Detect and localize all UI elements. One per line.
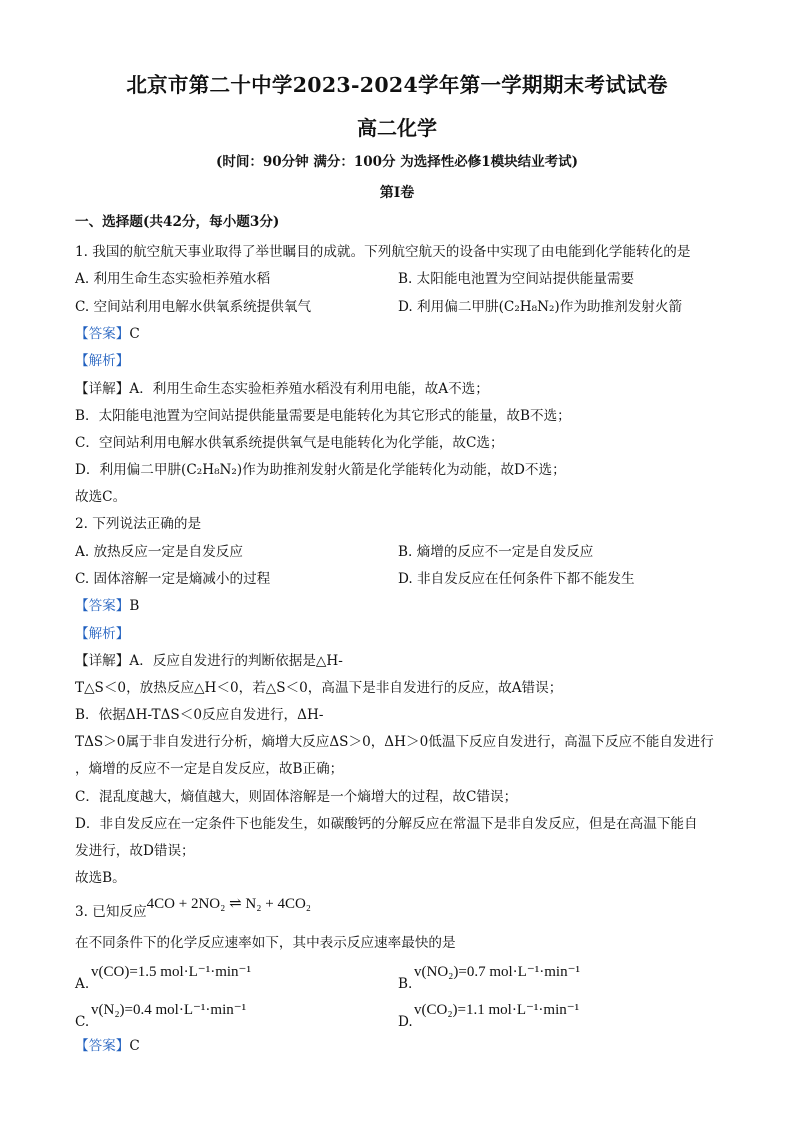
q1-option-a: A. 利用生命生态实验柜养殖水稻 xyxy=(75,271,271,287)
answer-value: C xyxy=(129,1038,140,1054)
exam-info: (时间：90分钟 满分：100分 为选择性必修1模块结业考试) xyxy=(215,154,579,170)
q2-detail-8: 发进行，故D错误； xyxy=(75,843,195,859)
detail-tag: 【详解】 xyxy=(75,653,130,669)
answer-tag: 【答案】 xyxy=(75,1038,130,1054)
q2-option-b: B. 熵增的反应不一定是自发反应 xyxy=(398,544,594,560)
answer-tag: 【答案】 xyxy=(75,326,130,342)
q1-detail-4: D．利用偏二甲肼(C₂H₈N₂)作为助推剂发射火箭是化学能转化为动能，故D不选； xyxy=(75,462,566,478)
volume-label: 第I卷 xyxy=(379,185,415,201)
q2-answer xyxy=(75,597,139,615)
answer-tag: 【答案】 xyxy=(75,598,130,614)
q3-answer xyxy=(75,1037,140,1055)
answer-value: C xyxy=(129,326,140,342)
q2-detail-2: T△S＜0，放热反应△H＜0，若△S＜0，高温下是非自发进行的反应，故A错误； xyxy=(75,680,563,696)
exam-page: 北京市第二十中学2023-2024学年第一学期期末考试试卷 高二化学 (时间：90分钟 满分：100分 为选择性必修1模块结业考试) 第I卷 一、选择题(共42分，每小题3分) 1. 我国的航空航天事业取得了举世瞩目的成就。下列航空航天的设备中实现了由电能到化学能转化的是 A. 利用生命生态实验柜养殖水稻 B. 太阳能电池置为空间站提供能量需要 C. 空间站利用电解水供氧系统提供氧气 D. 利用偏二甲肼(C₂H₈N₂)作为助推剂发射火箭 【答案】C 【解析】 【详解】A．利用生命生态实验柜养殖水稻没有利用电能，故A不选； B．太阳能电池置为空间站提供能量需要是电能转化为其它形式的能量，故B不选； C．空间站利用电解水供氧系统提供氧气是电能转化为化学能，故C选； D．利用偏二甲肼(C₂H₈N₂)作为助推剂发射火箭是化学能转化为动能，故D不选； 故选C。 2. 下列说法正确的是 A. 放热反应一定是自发反应 B. 熵增的反应不一定是自发反应 C. 固体溶解一定是熵减小的过程 D. 非自发反应在任何条件下都不能发生 【答案】B 【解析】 【详解】A．反应自发进行的判断依据是△H- T△S＜0，放热反应△H＜0，若△S＜0，高温下是非自发进行的反应，故A错误； B．依据ΔH-TΔS＜0反应自发进行，ΔH- TΔS＞0属于非自发进行分析，熵增大反应ΔS＞0，ΔH＞0低温下反应自发进行，高温下反应不能自发进行 ，熵增的反应不一定是自发反应，故B正确； C．混乱度越大，熵值越大，则固体溶解是一个熵增大的过程，故C错误； D．非自发反应在一定条件下也能发生，如碳酸钙的分解反应在常温下是非自发反应，但是在高温下能自 发进行，故D错误； 故选B。 3. 已知反应4CO + 2NO₂ ⇌ N₂ + 4CO₂ 在不同条件下的化学反应速率如下，其中表示反应速率最快的是 A. v(CO)=1.5 mol·L⁻¹·min⁻¹ B. v(NO₂)=0.7 mol·L⁻¹·min⁻¹ C. v(N₂)=0.4 mol·L⁻¹·min⁻¹ D. v(CO₂)=1.1 mol·L⁻¹·min⁻¹ 【答案】C xyxy=(0,0,794,1124)
answer-value: B xyxy=(129,598,140,614)
q1-detail-3: C．空间站利用电解水供氧系统提供氧气是电能转化为化学能，故C选； xyxy=(75,435,504,451)
exam-subject: 高二化学 xyxy=(357,116,437,140)
q2-detail-3: B．依据ΔH-TΔS＜0反应自发进行，ΔH- xyxy=(75,707,324,723)
detail-tag: 【详解】 xyxy=(75,381,130,397)
q1-detail-2: B．太阳能电池置为空间站提供能量需要是电能转化为其它形式的能量，故B不选； xyxy=(75,408,571,424)
q2-analysis-tag: 【解析】 xyxy=(75,626,130,642)
q2-detail-5: ，熵增的反应不一定是自发反应，故B正确； xyxy=(75,761,344,777)
q2-option-a: A. 放热反应一定是自发反应 xyxy=(75,544,243,560)
q1-stem: 1. 我国的航空航天事业取得了举世瞩目的成就。下列航空航天的设备中实现了由电能到化学能转化的是 xyxy=(75,244,691,260)
q2-detail-4: TΔS＞0属于非自发进行分析，熵增大反应ΔS＞0，ΔH＞0低温下反应自发进行，高温下反应不能自发进行 xyxy=(75,734,714,750)
q3-stem-2: 在不同条件下的化学反应速率如下，其中表示反应速率最快的是 xyxy=(75,935,456,951)
q2-conclusion: 故选B。 xyxy=(75,870,126,886)
q2-option-c: C. 固体溶解一定是熵减小的过程 xyxy=(75,571,271,587)
q1-detail-1: 【详解】A．利用生命生态实验柜养殖水稻没有利用电能，故A不选； xyxy=(75,381,489,397)
reaction-equation: 4CO + 2NO₂ ⇌ N₂ + 4CO₂ xyxy=(146,896,312,912)
q2-detail-6: C．混乱度越大，熵值越大，则固体溶解是一个熵增大的过程，故C错误； xyxy=(75,789,518,805)
q2-detail-1: 【详解】A．反应自发进行的判断依据是△H- xyxy=(75,653,343,669)
q2-option-d: D. 非自发反应在任何条件下都不能发生 xyxy=(398,571,635,587)
exam-title: 北京市第二十中学2023-2024学年第一学期期末考试试卷 xyxy=(126,73,668,97)
q2-stem: 2. 下列说法正确的是 xyxy=(75,516,202,532)
q1-option-c: C. 空间站利用电解水供氧系统提供氧气 xyxy=(75,299,312,315)
q2-detail-7: D．非自发反应在一定条件下也能发生，如碳酸钙的分解反应在常温下是非自发反应，但是在高温下能自 xyxy=(75,816,698,832)
q1-analysis-tag: 【解析】 xyxy=(75,353,130,369)
q1-conclusion: 故选C。 xyxy=(75,489,127,505)
q1-answer xyxy=(75,325,140,343)
q1-option-d: D. 利用偏二甲肼(C₂H₈N₂)作为助推剂发射火箭 xyxy=(398,299,683,315)
q1-option-b: B. 太阳能电池置为空间站提供能量需要 xyxy=(398,271,635,287)
section-heading: 一、选择题(共42分，每小题3分) xyxy=(75,214,280,230)
q3-stem: 3. 已知反应4CO + 2NO₂ ⇌ N₂ + 4CO₂ xyxy=(75,896,312,920)
